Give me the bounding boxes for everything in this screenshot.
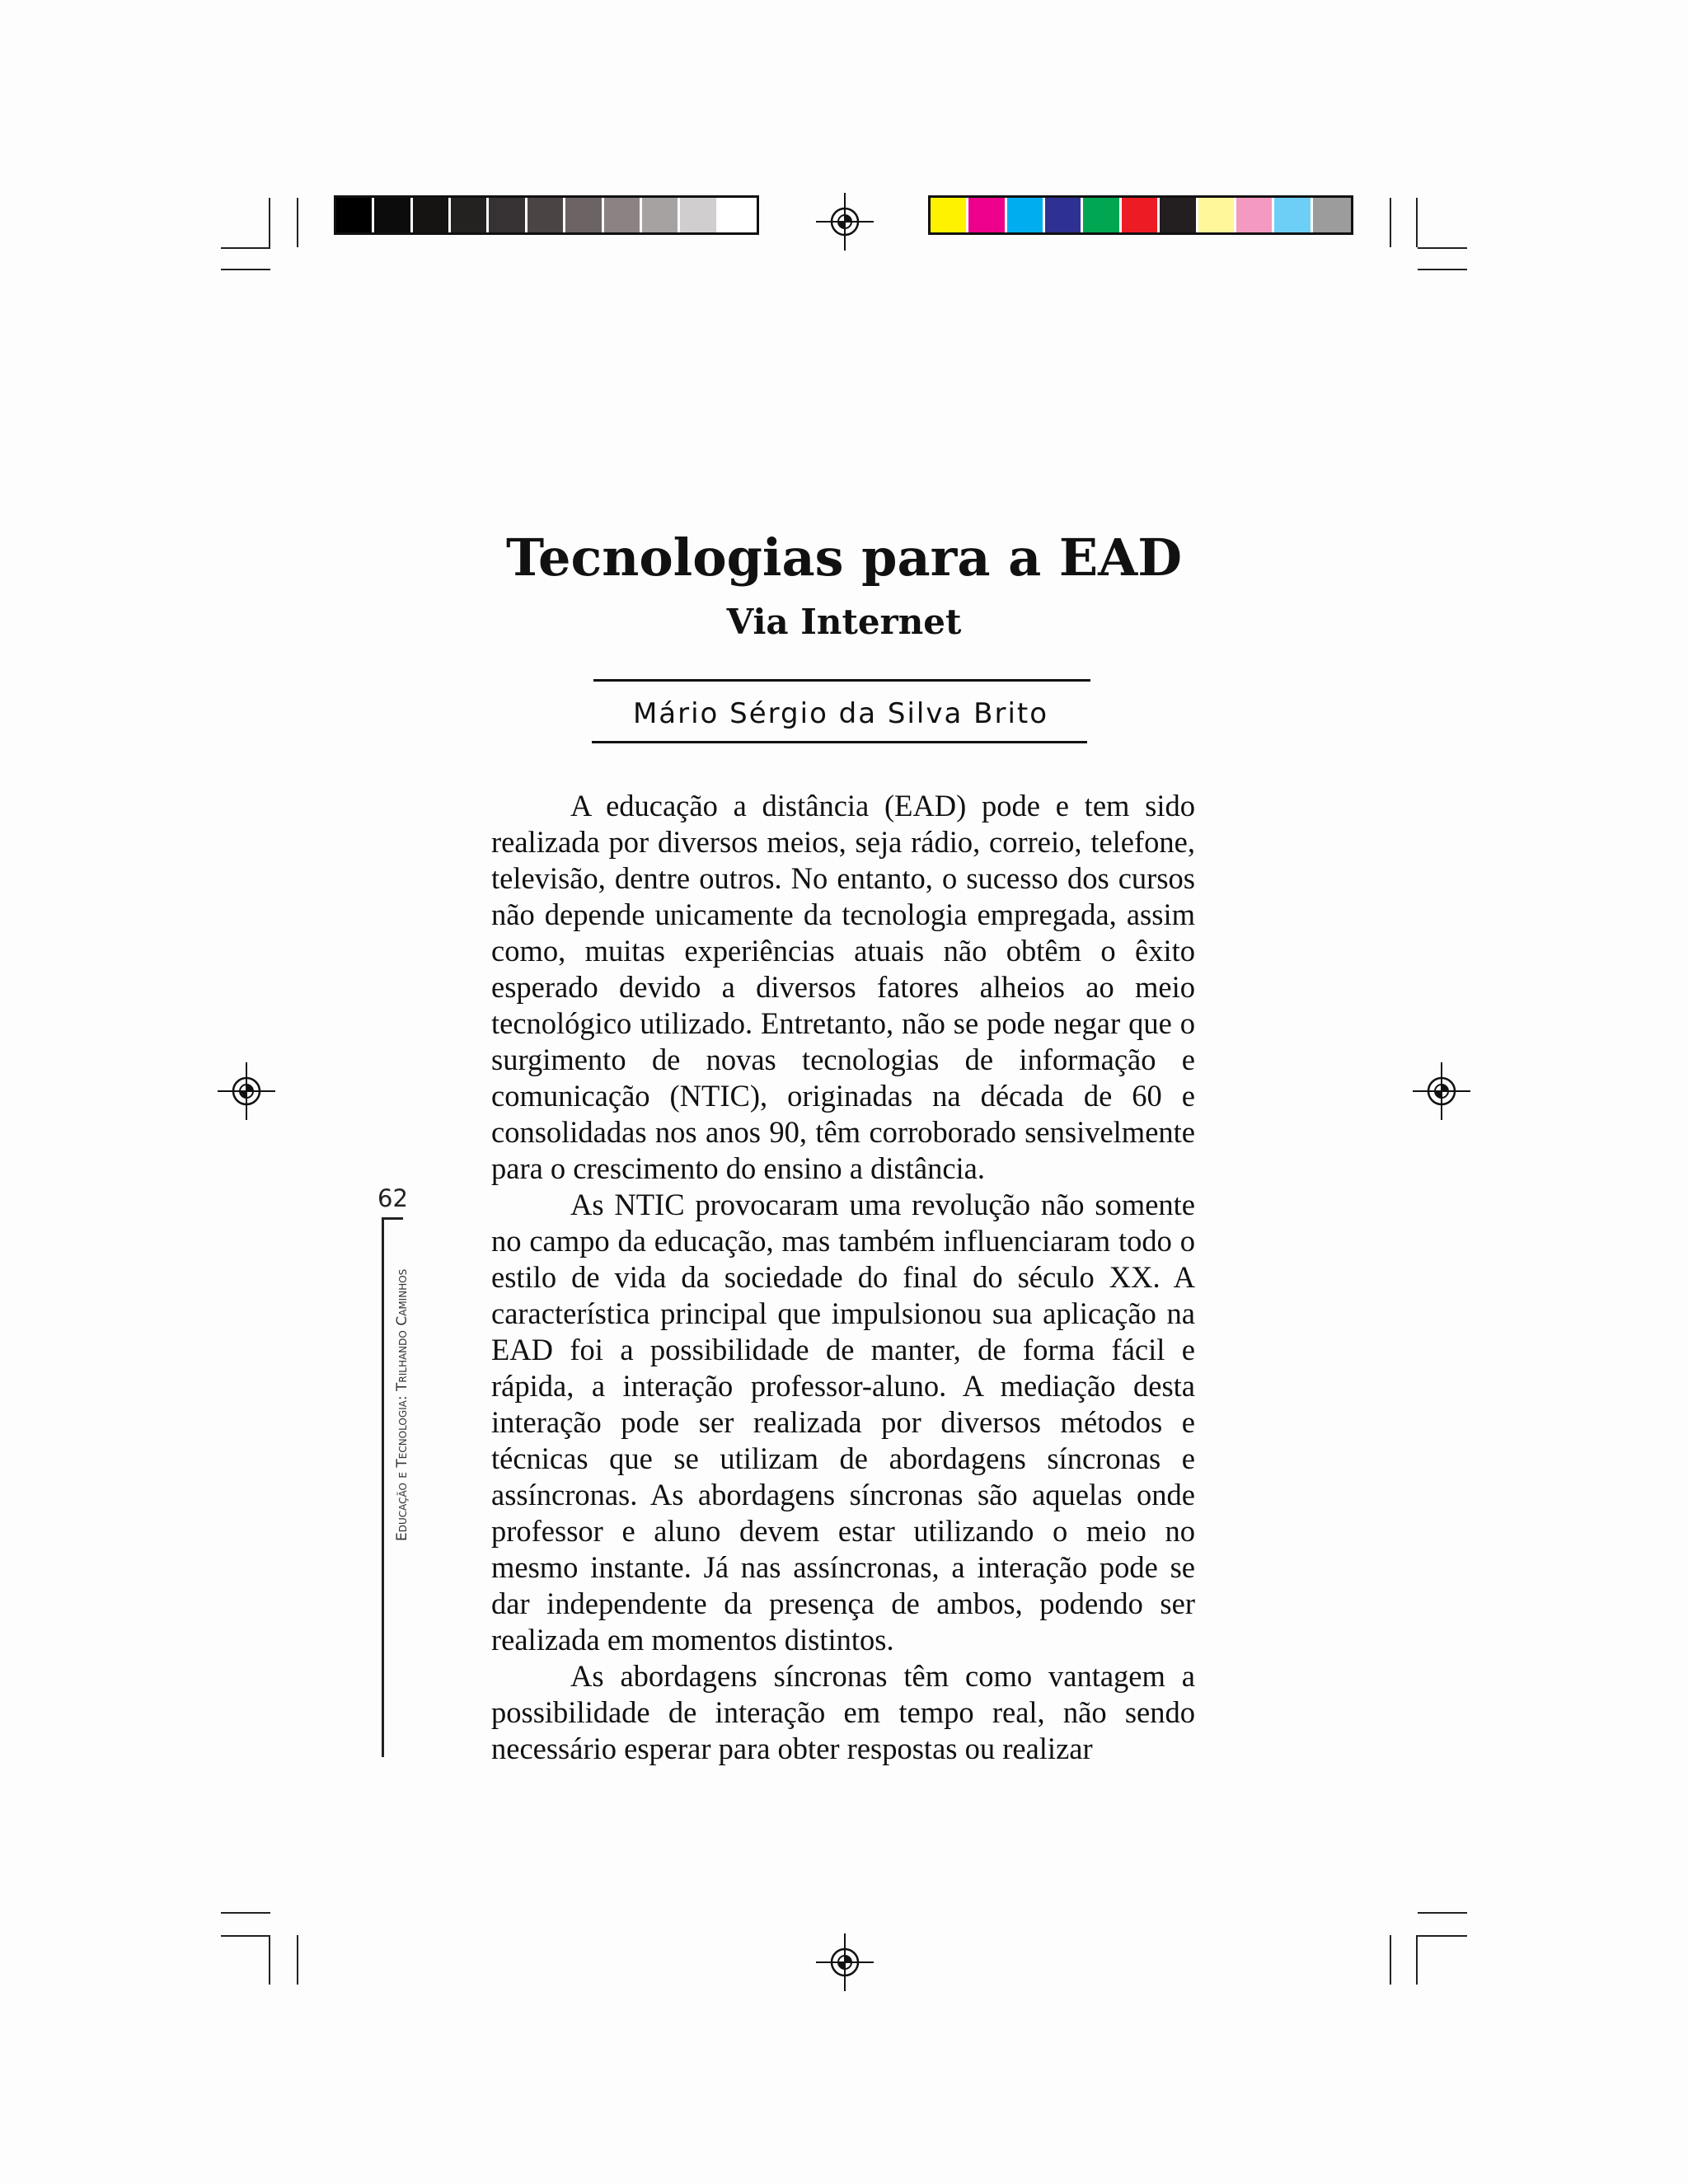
title-divider <box>593 679 1090 682</box>
color-swatch <box>451 198 489 232</box>
paragraph: A educação a distância (EAD) pode e tem sido realizada por diversos meios, seja rádio, correio, telefone, televisão, dentre outros. No entanto, o sucesso dos cursos não depende unicamente da tecnologia empregada, assim como, muitas experiências atuais não obtêm o êxito esperado devido a diversos fatores alheios ao meio tecnológico utilizado. Entretanto, não se pode negar que o surgimento de novas tecnologias de informação e comunicação (NTIC), originadas na década de 60 e consolidadas nos anos 90, têm corroborado sensivelmente para o crescimento do ensino a distância. <box>491 789 1195 1185</box>
crop-mark <box>297 198 298 247</box>
running-head: Educação e Tecnologia: Trilhando Caminhos <box>394 1268 410 1541</box>
color-swatch <box>1198 198 1236 232</box>
registration-target-icon <box>218 1062 275 1120</box>
crop-mark <box>269 198 270 247</box>
page-title: Tecnologias para a EAD <box>506 527 1182 588</box>
color-swatch <box>604 198 642 232</box>
crop-mark <box>1418 1935 1467 1937</box>
color-swatch <box>413 198 451 232</box>
registration-target-icon <box>816 193 874 251</box>
color-swatch <box>719 198 757 232</box>
color-swatch <box>1313 198 1351 232</box>
crop-mark <box>221 1912 270 1914</box>
registration-target-icon <box>1413 1062 1470 1120</box>
crop-mark <box>1390 198 1391 247</box>
color-swatch <box>374 198 412 232</box>
crop-mark <box>1416 1935 1418 1985</box>
crop-mark <box>1390 1935 1391 1985</box>
color-swatch <box>1083 198 1121 232</box>
crop-mark <box>1418 247 1467 249</box>
crop-mark <box>1416 198 1418 247</box>
article-body <box>491 788 1195 1767</box>
color-swatch <box>642 198 680 232</box>
crop-mark <box>297 1935 298 1985</box>
crop-mark <box>1418 1912 1467 1914</box>
page-subtitle: Via Internet <box>726 602 962 642</box>
color-swatch <box>1274 198 1312 232</box>
color-swatch <box>1122 198 1160 232</box>
side-rule <box>382 1217 384 1757</box>
crop-mark <box>1418 269 1467 270</box>
author-name: Mário Sérgio da Silva Brito <box>632 697 1049 730</box>
color-swatch <box>1007 198 1045 232</box>
color-swatch <box>1045 198 1083 232</box>
page-number: 62 <box>377 1184 408 1212</box>
color-swatch <box>968 198 1006 232</box>
crop-mark <box>221 247 270 249</box>
color-swatch <box>931 198 968 232</box>
crop-mark <box>221 1935 270 1937</box>
color-swatch <box>1236 198 1274 232</box>
color-swatch <box>489 198 527 232</box>
color-calibration-bar <box>928 195 1353 235</box>
registration-target-icon <box>816 1933 874 1991</box>
grayscale-calibration-bar <box>334 195 759 235</box>
paragraph: As NTIC provocaram uma revolução não somente no campo da educação, mas também influenciaram todo o estilo de vida da sociedade do final do século XX. A característica principal que impulsionou sua aplicação na EAD foi a possibilidade de manter, de forma fácil e rápida, a interação professor-aluno. A mediação desta interação pode ser realizada por diversos métodos e técnicas que se utilizam de abordagens síncronas e assíncronas. As abordagens síncronas são aquelas onde professor e aluno devem estar utilizando o meio no mesmo instante. Já nas assíncronas, a interação pode se dar independente da presença de ambos, podendo ser realizada em momentos distintos. <box>491 1188 1195 1657</box>
author-divider <box>592 741 1087 743</box>
color-swatch <box>528 198 565 232</box>
crop-mark <box>269 1935 270 1985</box>
color-swatch <box>680 198 718 232</box>
crop-mark <box>221 269 270 270</box>
color-swatch <box>336 198 374 232</box>
paragraph: As abordagens síncronas têm como vantagem a possibilidade de interação em tempo real, não sendo necessário esperar para obter respostas ou realizar <box>491 1659 1195 1765</box>
color-swatch <box>565 198 603 232</box>
color-swatch <box>1160 198 1198 232</box>
